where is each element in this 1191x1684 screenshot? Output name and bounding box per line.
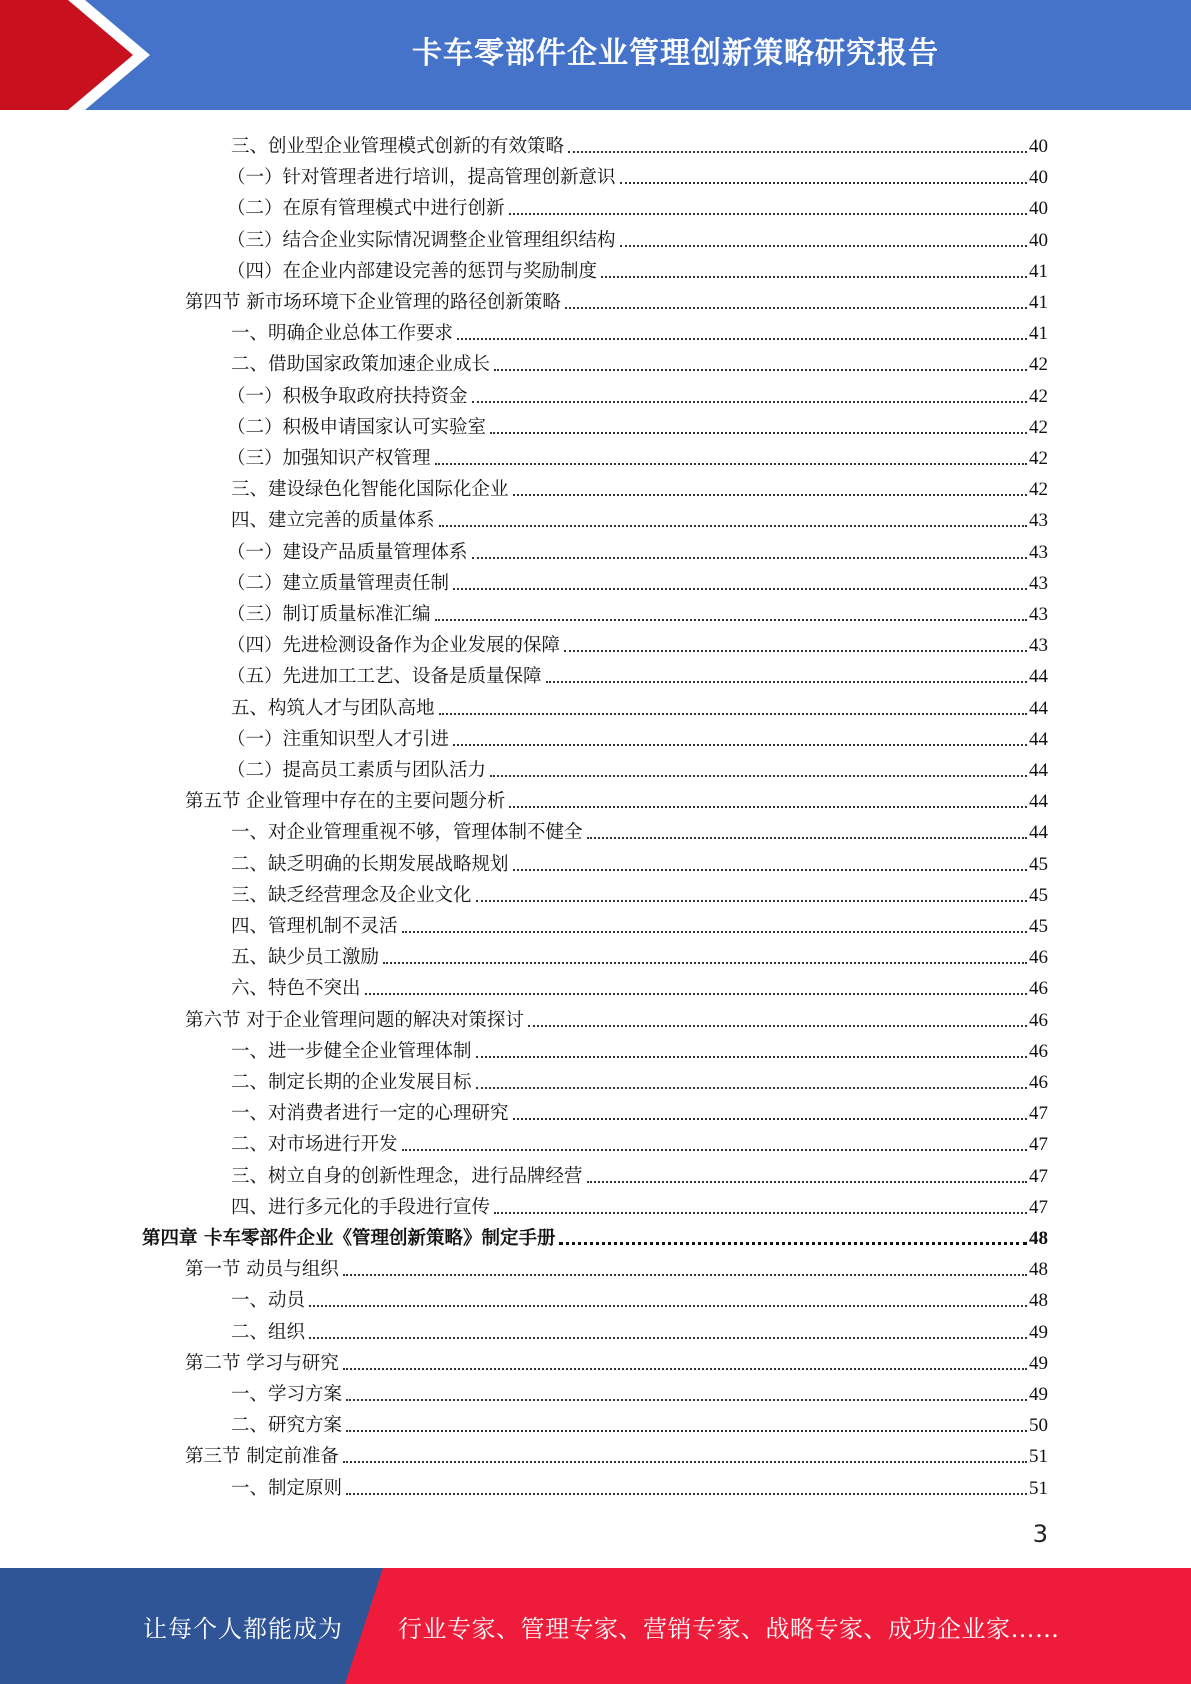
toc-entry-page: 46	[1029, 1072, 1048, 1093]
toc-entry-page: 45	[1029, 916, 1048, 937]
toc-entry-label: 六、特色不突出	[231, 978, 361, 1000]
toc-entry-label: 二、缺乏明确的长期发展战略规划	[231, 853, 509, 875]
toc-entry-label: 一、动员	[231, 1290, 306, 1312]
toc-entry-page: 41	[1029, 292, 1048, 313]
toc-entry-label: 一、进一步健全企业管理体制	[231, 1040, 472, 1062]
toc-entry-label: 一、对企业管理重视不够，管理体制不健全	[231, 822, 583, 844]
toc-entry-label: （二）在原有管理模式中进行创新	[227, 198, 505, 220]
toc-entry[interactable]	[227, 565, 1048, 596]
toc-entry[interactable]	[227, 378, 1048, 409]
toc-entry-label: 第一节 动员与组织	[185, 1259, 339, 1281]
report-title: 卡车零部件企业管理创新策略研究报告	[412, 36, 939, 71]
toc-leader-dots	[490, 775, 1027, 777]
toc-entry[interactable]	[231, 1376, 1048, 1407]
toc-leader-dots	[346, 1430, 1027, 1432]
toc-leader-dots	[559, 1242, 1027, 1245]
toc-entry-page: 44	[1029, 791, 1048, 813]
toc-entry[interactable]	[142, 1220, 1048, 1251]
page-header	[0, 0, 1191, 110]
toc-leader-dots	[587, 837, 1027, 839]
toc-leader-dots	[601, 276, 1027, 278]
toc-entry-page: 42	[1029, 416, 1048, 438]
toc-entry[interactable]	[231, 1033, 1048, 1064]
toc-entry[interactable]	[231, 690, 1048, 721]
toc-entry-label: 一、学习方案	[231, 1384, 343, 1405]
toc-entry[interactable]	[231, 1470, 1048, 1501]
toc-entry-page: 42	[1029, 479, 1048, 501]
toc-entry[interactable]	[227, 253, 1048, 284]
toc-entry-label: 第四章 卡车零部件企业《管理创新策略》制定手册	[142, 1228, 556, 1249]
toc-entry-label: 第二节 学习与研究	[185, 1352, 339, 1374]
toc-entry-label: 五、缺少员工激励	[231, 947, 380, 969]
toc-entry-label: （二）建立质量管理责任制	[227, 572, 450, 594]
toc-leader-dots	[513, 494, 1027, 496]
toc-entry[interactable]	[231, 346, 1048, 377]
toc-entry-label: （五）先进加工工艺、设备是质量保障	[227, 666, 542, 688]
toc-entry-page: 50	[1029, 1415, 1048, 1437]
toc-entry-page: 51	[1029, 1446, 1048, 1468]
toc-entry-page: 49	[1029, 1321, 1048, 1343]
toc-entry[interactable]	[231, 814, 1048, 845]
toc-entry-page: 43	[1029, 541, 1048, 563]
toc-entry[interactable]	[231, 1126, 1048, 1157]
toc-leader-dots	[343, 1274, 1027, 1276]
toc-entry-page: 46	[1029, 1009, 1048, 1031]
toc-entry-label: 四、建立完善的质量体系	[231, 510, 435, 532]
toc-entry-page: 46	[1029, 978, 1048, 1000]
toc-entry-label: （四）在企业内部建设完善的惩罚与奖励制度	[227, 260, 598, 282]
toc-leader-dots	[494, 1212, 1027, 1214]
toc-entry-page: 44	[1029, 697, 1048, 719]
toc-entry-label: 二、对市场进行开发	[231, 1134, 398, 1156]
toc-entry-page: 45	[1029, 884, 1048, 906]
toc-entry[interactable]	[231, 1314, 1048, 1345]
toc-entry[interactable]	[185, 1438, 1048, 1469]
toc-leader-dots	[457, 338, 1027, 340]
toc-entry-page: 49	[1029, 1384, 1048, 1405]
toc-leader-dots	[620, 245, 1027, 247]
toc-entry-label: （四）先进检测设备作为企业发展的保障	[227, 635, 561, 657]
toc-leader-dots	[494, 369, 1027, 371]
toc-entry-label: 一、对消费者进行一定的心理研究	[231, 1103, 509, 1125]
toc-entry[interactable]	[227, 222, 1048, 253]
toc-entry-label: 三、建设绿色化智能化国际化企业	[231, 479, 509, 501]
toc-entry-page: 48	[1029, 1290, 1048, 1312]
toc-entry-page: 46	[1029, 947, 1048, 969]
toc-entry-page: 42	[1029, 385, 1048, 407]
toc-leader-dots	[476, 1087, 1027, 1089]
toc-entry[interactable]	[231, 1095, 1048, 1126]
toc-leader-dots	[490, 432, 1027, 434]
toc-leader-dots	[402, 1149, 1027, 1151]
toc-leader-dots	[568, 151, 1027, 153]
toc-entry-label: 一、明确企业总体工作要求	[231, 323, 454, 345]
page-number: 3	[1032, 1520, 1048, 1548]
toc-entry-page: 44	[1029, 822, 1048, 844]
toc-entry-page: 47	[1029, 1134, 1048, 1156]
toc-entry[interactable]	[231, 1064, 1048, 1095]
toc-entry-label: 三、缺乏经营理念及企业文化	[231, 884, 472, 906]
toc-leader-dots	[439, 713, 1027, 715]
toc-leader-dots	[564, 650, 1027, 652]
toc-leader-dots	[439, 525, 1027, 527]
toc-entry[interactable]	[231, 502, 1048, 533]
toc-entry-label: 五、构筑人才与团队高地	[231, 697, 435, 719]
toc-entry-page: 44	[1029, 666, 1048, 688]
toc-leader-dots	[546, 681, 1027, 683]
toc-entry-page: 41	[1029, 260, 1048, 282]
toc-entry[interactable]	[185, 1251, 1048, 1282]
toc-entry-label: （一）注重知识型人才引进	[227, 728, 450, 750]
toc-entry-label: 四、管理机制不灵活	[231, 916, 398, 937]
toc-entry-page: 48	[1029, 1259, 1048, 1281]
toc-leader-dots	[472, 401, 1027, 403]
footer-slogan-right: 行业专家、管理专家、营销专家、战略专家、成功企业家……	[398, 1614, 1060, 1643]
toc-entry-label: （一）积极争取政府扶持资金	[227, 385, 468, 407]
toc-entry-label: 二、研究方案	[231, 1415, 343, 1437]
toc-leader-dots	[453, 744, 1027, 746]
toc-leader-dots	[509, 213, 1027, 215]
toc-entry-label: （二）提高员工素质与团队活力	[227, 760, 487, 781]
toc-entry-page: 43	[1029, 635, 1048, 657]
toc-entry-page: 44	[1029, 728, 1048, 750]
toc-entry-label: （三）结合企业实际情况调整企业管理组织结构	[227, 229, 616, 251]
toc-entry-label: 第三节 制定前准备	[185, 1446, 339, 1468]
toc-entry-page: 46	[1029, 1040, 1048, 1062]
footer-slogan-left: 让每个人都能成为	[143, 1614, 343, 1643]
toc-entry[interactable]	[231, 939, 1048, 970]
toc-entry[interactable]	[227, 190, 1048, 221]
toc-entry[interactable]	[231, 1189, 1048, 1220]
page-footer	[0, 1568, 1191, 1684]
toc-leader-dots	[509, 806, 1027, 808]
toc-entry[interactable]	[185, 1345, 1048, 1376]
toc-entry-page: 47	[1029, 1196, 1048, 1218]
toc-leader-dots	[472, 557, 1027, 559]
toc-leader-dots	[587, 1181, 1027, 1183]
toc-entry-label: （一）建设产品质量管理体系	[227, 541, 468, 563]
toc-leader-dots	[402, 931, 1027, 933]
toc-entry[interactable]	[185, 284, 1048, 315]
toc-entry[interactable]	[227, 721, 1048, 752]
toc-entry-label: 四、进行多元化的手段进行宣传	[231, 1196, 491, 1218]
toc-entry-label: 第六节 对于企业管理问题的解决对策探讨	[185, 1009, 524, 1031]
toc-entry[interactable]	[227, 752, 1048, 783]
toc-leader-dots	[343, 1461, 1027, 1463]
toc-entry[interactable]	[185, 783, 1048, 814]
toc-entry-page: 40	[1029, 229, 1048, 251]
toc-entry[interactable]	[227, 534, 1048, 565]
toc-leader-dots	[383, 962, 1027, 964]
toc-leader-dots	[435, 619, 1027, 621]
toc-leader-dots	[309, 1305, 1027, 1307]
toc-entry-page: 43	[1029, 572, 1048, 594]
toc-leader-dots	[513, 869, 1027, 871]
toc-leader-dots	[565, 307, 1027, 309]
toc-entry-page: 49	[1029, 1352, 1048, 1374]
toc-entry-label: 一、制定原则	[231, 1477, 343, 1499]
toc-leader-dots	[435, 463, 1027, 465]
toc-entry-label: 第四节 新市场环境下企业管理的路径创新策略	[185, 292, 561, 313]
toc-entry[interactable]	[231, 970, 1048, 1001]
toc-entry[interactable]	[227, 596, 1048, 627]
toc-entry[interactable]	[231, 877, 1048, 908]
toc-entry-page: 48	[1029, 1228, 1048, 1249]
toc-leader-dots	[476, 1056, 1027, 1058]
toc-entry[interactable]	[231, 1158, 1048, 1189]
toc-entry-page: 43	[1029, 510, 1048, 532]
toc-leader-dots	[309, 1337, 1027, 1339]
toc-leader-dots	[513, 1118, 1027, 1120]
toc-entry-page: 47	[1029, 1103, 1048, 1125]
toc-leader-dots	[453, 588, 1027, 590]
toc-entry[interactable]	[231, 471, 1048, 502]
toc-entry-label: 二、组织	[231, 1321, 306, 1343]
toc-entry-page: 44	[1029, 760, 1048, 781]
toc-entry-label: （二）积极申请国家认可实验室	[227, 416, 487, 438]
toc-entry-page: 40	[1029, 167, 1048, 189]
toc-entry-page: 42	[1029, 448, 1048, 469]
toc-entry[interactable]	[185, 1002, 1048, 1033]
toc-leader-dots	[476, 900, 1027, 902]
toc-leader-dots	[620, 182, 1027, 184]
toc-leader-dots	[365, 993, 1027, 995]
toc-entry-label: 二、借助国家政策加速企业成长	[231, 354, 491, 376]
toc-entry[interactable]	[227, 159, 1048, 190]
toc-leader-dots	[346, 1493, 1027, 1495]
toc-leader-dots	[528, 1025, 1027, 1027]
toc-entry-label: 三、创业型企业管理模式创新的有效策略	[231, 136, 565, 157]
toc-entry-label: 三、树立自身的创新性理念，进行品牌经营	[231, 1165, 583, 1187]
toc-entry-label: 二、制定长期的企业发展目标	[231, 1072, 472, 1093]
toc-entry[interactable]	[227, 409, 1048, 440]
toc-entry-page: 40	[1029, 198, 1048, 220]
toc-entry-page: 47	[1029, 1165, 1048, 1187]
toc-entry-page: 40	[1029, 136, 1048, 157]
toc-entry[interactable]	[231, 128, 1048, 159]
toc-leader-dots	[343, 1368, 1027, 1370]
toc-entry[interactable]	[231, 908, 1048, 939]
toc-entry-page: 42	[1029, 354, 1048, 376]
toc-entry-page: 41	[1029, 323, 1048, 345]
toc-entry[interactable]	[227, 627, 1048, 658]
toc-entry-page: 43	[1029, 604, 1048, 625]
toc-leader-dots	[346, 1399, 1027, 1401]
toc-entry-label: （一）针对管理者进行培训，提高管理创新意识	[227, 167, 616, 189]
toc-entry-label: 第五节 企业管理中存在的主要问题分析	[185, 791, 506, 813]
toc-entry[interactable]	[231, 846, 1048, 877]
toc-entry-page: 45	[1029, 853, 1048, 875]
toc-entry[interactable]	[227, 440, 1048, 471]
toc-entry[interactable]	[231, 1282, 1048, 1313]
toc-entry-page: 51	[1029, 1477, 1048, 1499]
toc-entry[interactable]	[231, 315, 1048, 346]
toc-entry-label: （三）制订质量标准汇编	[227, 604, 431, 625]
toc-entry[interactable]	[227, 658, 1048, 689]
toc-entry[interactable]	[231, 1407, 1048, 1438]
toc-entry-label: （三）加强知识产权管理	[227, 448, 431, 469]
